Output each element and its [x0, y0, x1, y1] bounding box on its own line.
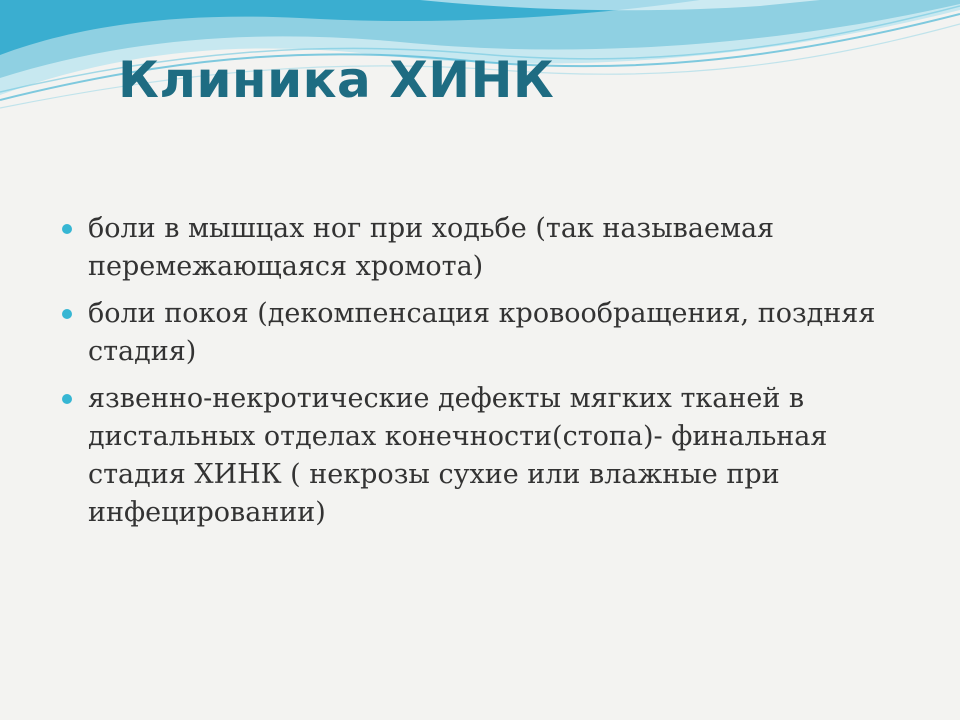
bullet-list	[60, 210, 920, 541]
bullet-dot-icon	[62, 309, 72, 319]
bullet-item	[60, 295, 920, 371]
bullet-dot-icon	[62, 394, 72, 404]
bullet-item	[60, 210, 920, 286]
bullet-text: боли покоя (декомпенсация кровообращения, поздняя стадия)	[88, 298, 876, 367]
slide-title: Клиника ХИНК	[118, 51, 555, 109]
bullet-text: язвенно-некротические дефекты мягких тканей в дистальных отделах конечности(стопа)- финальная стадия ХИНК ( некрозы сухие или влажные при инфецировании)	[88, 383, 828, 528]
bullet-item	[60, 380, 920, 532]
bullet-text: боли в мышцах ног при ходьбе (так называемая перемежающаяся хромота)	[88, 213, 775, 282]
bullet-dot-icon	[62, 224, 72, 234]
